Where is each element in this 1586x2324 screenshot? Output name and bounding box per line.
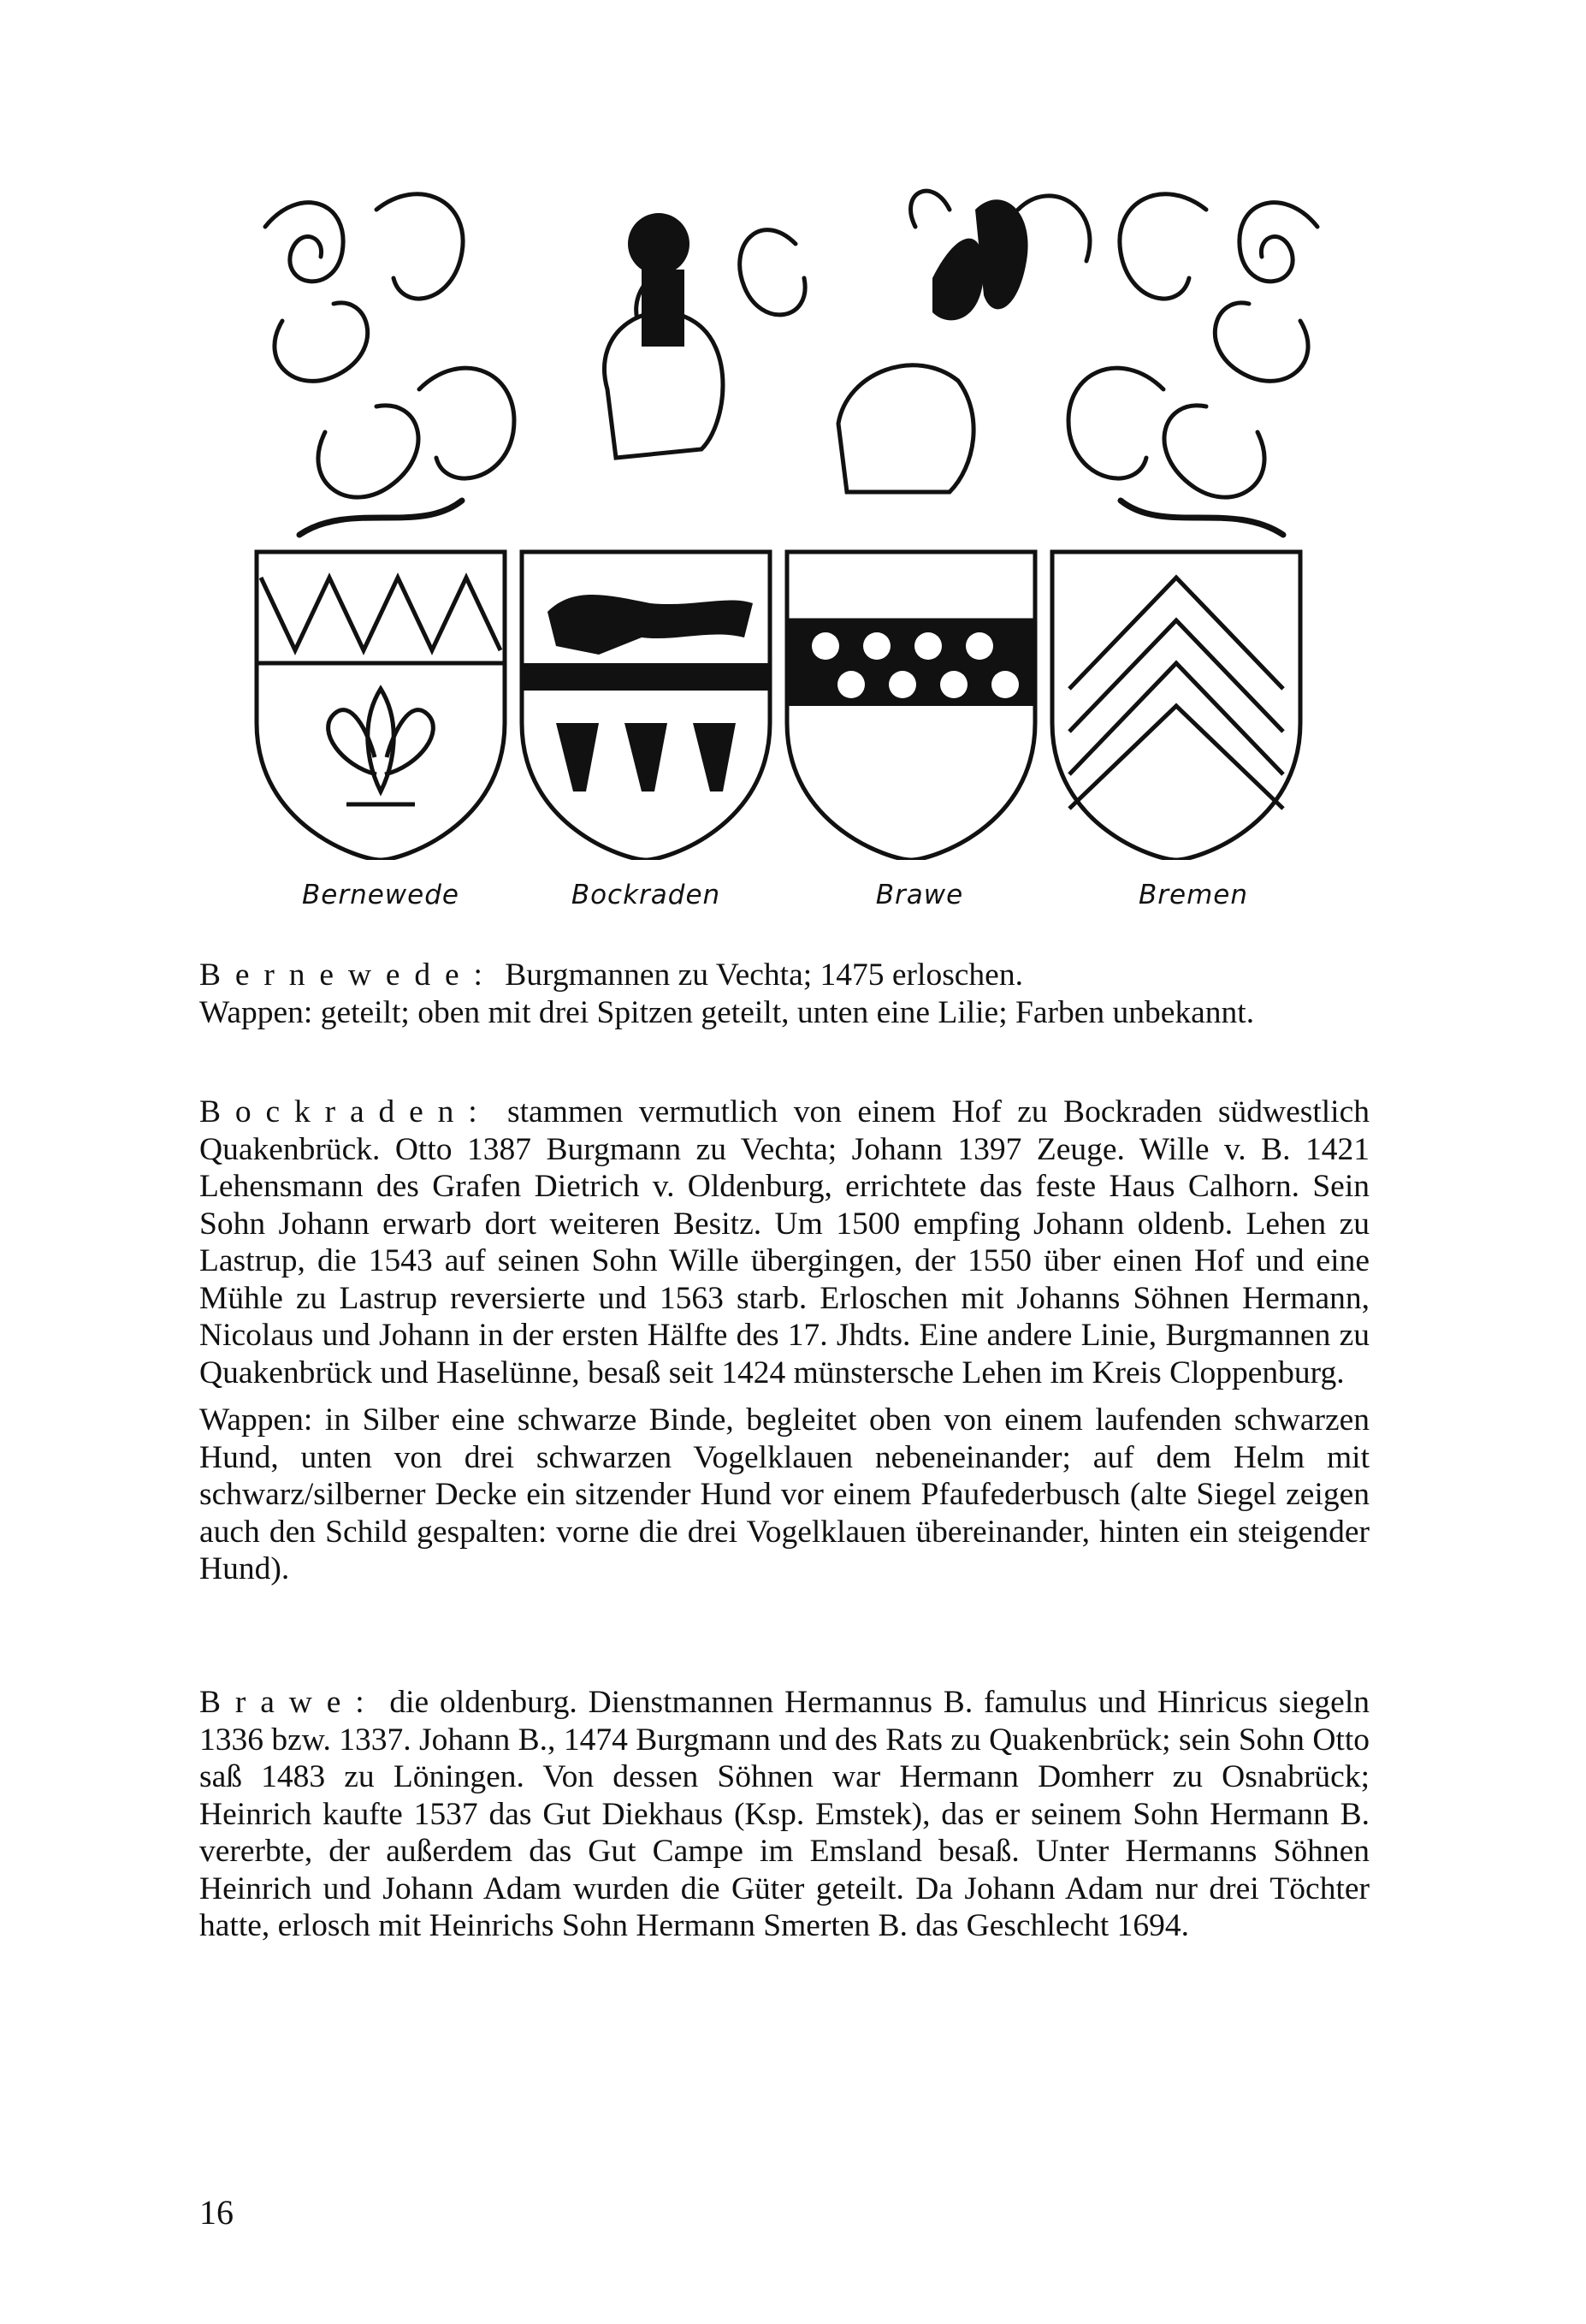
paragraph-text: Wappen: geteilt; oben mit drei Spitzen geteilt, unten eine Lilie; Farben unbekannt.: [199, 994, 1255, 1030]
coats-of-arms-illustration: [248, 175, 1334, 860]
paragraph: [199, 1684, 1370, 1945]
page-number: 16: [199, 2193, 234, 2232]
caption-brawe: Brawe: [875, 880, 964, 910]
caption-bockraden: Bockraden: [571, 880, 721, 910]
family-name: Bernewede:: [199, 957, 497, 993]
entry-bernewede: [199, 957, 1370, 1031]
paragraph: [199, 994, 1370, 1032]
coats-of-arms-icon: [248, 175, 1334, 860]
paragraph: [199, 1094, 1370, 1391]
paragraph: [199, 1402, 1370, 1588]
entry-bockraden: [199, 1094, 1370, 1588]
paragraph-text: Wappen: in Silber eine schwarze Binde, begleitet oben von einem laufenden schwarzen Hund, unten von drei schwarzen Vogelklauen nebeneinander; auf dem Helm mit schwarz/silberner Decke ein sitzender Hund vor einem Pfaufederbusch (alte Siegel zeigen auch den Schild gespalten: vorne die drei Vogelklauen übereinander, hinten ein steigender Hund).: [199, 1402, 1370, 1586]
entry-brawe: [199, 1684, 1370, 1945]
caption-bremen: Bremen: [1138, 880, 1248, 910]
paragraph: [199, 957, 1370, 994]
family-name: Bockraden:: [199, 1094, 492, 1129]
caption-bernewede: Bernewede: [302, 880, 459, 910]
paragraph-text: stammen vermutlich von einem Hof zu Bockraden südwestlich Quakenbrück. Otto 1387 Burgmann zu Vechta; Johann 1397 Zeuge. Wille v. B. 1421 Lehensmann des Grafen Dietrich v. Oldenburg, errichtete das feste Haus Calhorn. Sein Sohn Johann erwarb dort weiteren Besitz. Um 1500 empfing Johann oldenb. Lehen zu Lastrup, die 1543 auf seinen Sohn Wille übergingen, der 1550 über einen Hof und eine Mühle zu Lastrup reversierte und 1563 starb. Erloschen mit Johanns Söhnen Hermann, Nicolaus und Johann in der ersten Hälfte des 17. Jhdts. Eine andere Linie, Burgmannen zu Quakenbrück und Haselünne, besaß seit 1424 münstersche Lehen im Kreis Cloppenburg.: [199, 1094, 1370, 1390]
paragraph-text: Burgmannen zu Vechta; 1475 erloschen.: [496, 957, 1023, 993]
shield-captions: [248, 880, 1334, 922]
paragraph-text: die oldenburg. Dienstmannen Hermannus B. famulus und Hinricus siegeln 1336 bzw. 1337. Johann B., 1474 Burgmann und des Rats zu Quakenbrück; sein Sohn Otto saß 1483 zu Löningen. Von dessen Söhnen war Hermann Domherr zu Osnabrück; Heinrich kaufte 1537 das Gut Diekhaus (Ksp. Emstek), das er seinem Sohn Hermann B. vererbte, der außerdem das Gut Campe im Emsland besaß. Unter Hermanns Söhnen Heinrich und Johann Adam wurden die Güter geteilt. Da Johann Adam nur drei Töchter hatte, erlosch mit Heinrichs Sohn Hermann Smerten B. das Geschlecht 1694.: [199, 1685, 1370, 1943]
family-name: Brawe:: [199, 1685, 379, 1720]
